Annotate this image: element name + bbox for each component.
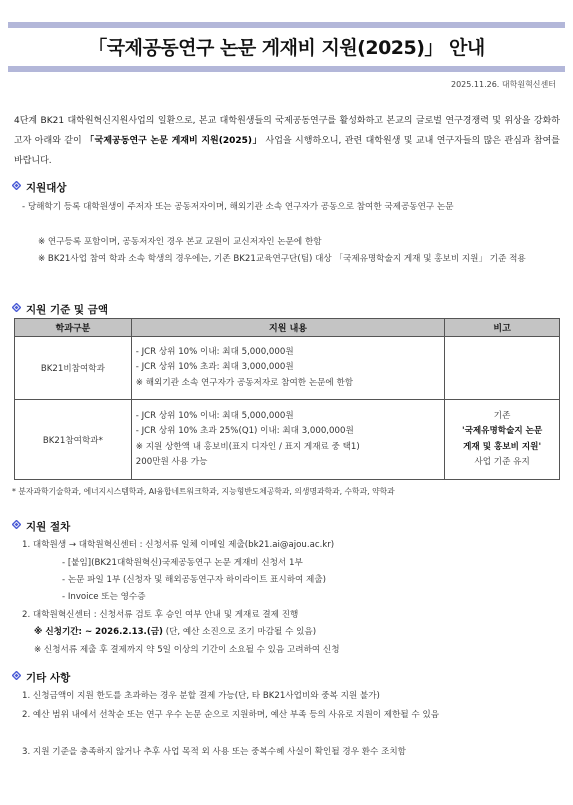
procedure-note: ※ 신청서류 제출 후 결제까지 약 5일 이상의 기간이 소요될 수 있음 고려하여 신청 [34,645,340,655]
target-note-2: ※ BK21사업 참여 학과 소속 학생의 경우에는, 기존 BK21교육연구단(팀) 대상 「국제유명학술지 게재 및 홍보비 지원」 기준 적용 [38,254,526,264]
table-footnote: * 분자과학기술학과, 에너지시스템학과, AI융합네트워크학과, 지능형반도체공학과, 의생명과학과, 수학과, 약학과 [12,487,395,496]
remark-cell [445,400,560,480]
table-row [15,400,560,480]
support-cell [131,400,444,480]
support-line: ※ 해외기관 소속 연구자가 공동저자로 참여한 논문에 한함 [135,377,354,388]
procedure-step-1: 1. 대학원생 → 대학원혁신센터 : 신청서류 일체 이메일 제출(bk21.ai@ajou.ac.kr) [22,540,335,550]
column-header: 지원 내용 [131,319,444,337]
section-heading-criteria [12,302,108,317]
diamond-icon [12,303,21,312]
support-line: - JCR 상위 10% 이내: 최대 5,000,000원 [135,410,294,421]
section-title: 지원 절차 [26,521,71,533]
remark-line: 기존 [493,410,511,421]
section-title: 기타 사항 [26,672,71,684]
intro-paragraph [14,111,560,171]
deadline-rest: (단, 예산 소진으로 조기 마감될 수 있음) [162,627,317,637]
target-item-1: - 당해학기 등록 대학원생이 주저자 또는 공동저자이며, 해외기관 소속 연구자가 공동으로 참여한 국제공동연구 논문 [22,202,454,212]
criteria-table [14,318,560,480]
procedure-step-1c: - Invoice 또는 영수증 [62,592,146,602]
section-title: 지원대상 [26,182,67,194]
deadline-label: ※ 신청기간: ~ 2026.2.13.(금) [34,627,163,637]
dept-cell: BK21비참여학과 [15,337,132,400]
section-heading-target [12,180,67,195]
table-header-row [15,319,560,337]
support-line: 200만원 사용 가능 [135,457,208,467]
intro-highlight: 「국제공동연구 논문 게재비 지원(2025)」 [85,136,263,146]
intro-text-after: 사업을 시행하오니, 관련 대학원생 및 교내 연구자들의 많은 관심과 참여를 바랍니다. [14,136,560,166]
support-line: - JCR 상위 10% 초과: 최대 3,000,000원 [135,362,294,373]
support-cell [131,337,444,400]
diamond-icon [12,520,21,529]
issue-date: 2025.11.26. 대학원혁신센터 [451,80,556,89]
remark-line-bold: 게재 및 홍보비 지원' [463,441,542,452]
other-item-1: 1. 신청금액이 지원 한도를 초과하는 경우 분할 결제 가능(단, 타 BK21사업비와 중복 지원 불가) [22,691,380,701]
support-line: ※ 지원 상한액 내 홍보비(표지 디자인 / 표지 게재료 중 택1) [135,441,360,452]
column-header: 비고 [445,319,560,337]
title-bottom-bar [8,66,565,72]
remark-line-bold: '국제유명학술지 논문 [461,426,543,436]
procedure-step-2: 2. 대학원혁신센터 : 신청서류 검토 후 승인 여부 안내 및 게재료 결제 진행 [22,610,299,620]
dept-cell: BK21참여학과* [15,400,132,480]
support-line: - JCR 상위 10% 초과 25%(Q1) 이내: 최대 3,000,000원 [135,426,354,436]
title-top-bar [8,22,565,28]
section-heading-other [12,670,70,685]
diamond-icon [12,671,21,680]
page-title: 「국제공동연구 논문 게재비 지원(2025)」 안내 [88,37,485,59]
table-row [15,337,560,400]
support-line: - JCR 상위 10% 이내: 최대 5,000,000원 [135,346,294,357]
diamond-icon [12,181,21,190]
section-heading-procedure [12,519,70,534]
deadline-line [34,624,316,640]
procedure-step-1b: - 논문 파일 1부 (신청자 및 해외공동연구자 하이라이트 표시하여 제출) [62,575,327,585]
intro-text-before: 4단계 BK21 대학원혁신지원사업의 일환으로, 본교 대학원생들의 국제공동연구를 활성화하고 본교의 글로벌 연구경쟁력 및 위상을 강화하고자 아래와 같이 [14,116,560,146]
section-title: 지원 기준 및 금액 [26,304,108,316]
other-item-3: 3. 지원 기준을 충족하지 않거나 추후 사업 목적 외 사용 또는 중복수혜 사실이 확인될 경우 환수 조치함 [22,747,406,757]
remark-cell [445,337,560,400]
target-note-1: ※ 연구등록 포함이며, 공동저자인 경우 본교 교원이 교신저자인 논문에 한함 [38,237,322,247]
remark-line: 사업 기준 유지 [474,457,530,467]
other-item-2: 2. 예산 범위 내에서 선착순 또는 연구 우수 논문 순으로 지원하며, 예산 부족 등의 사유로 지원이 제한될 수 있음 [22,710,440,720]
column-header: 학과구분 [15,319,132,337]
procedure-step-1a: - [붙임](BK21대학원혁신)국제공동연구 논문 게재비 신청서 1부 [62,558,303,568]
